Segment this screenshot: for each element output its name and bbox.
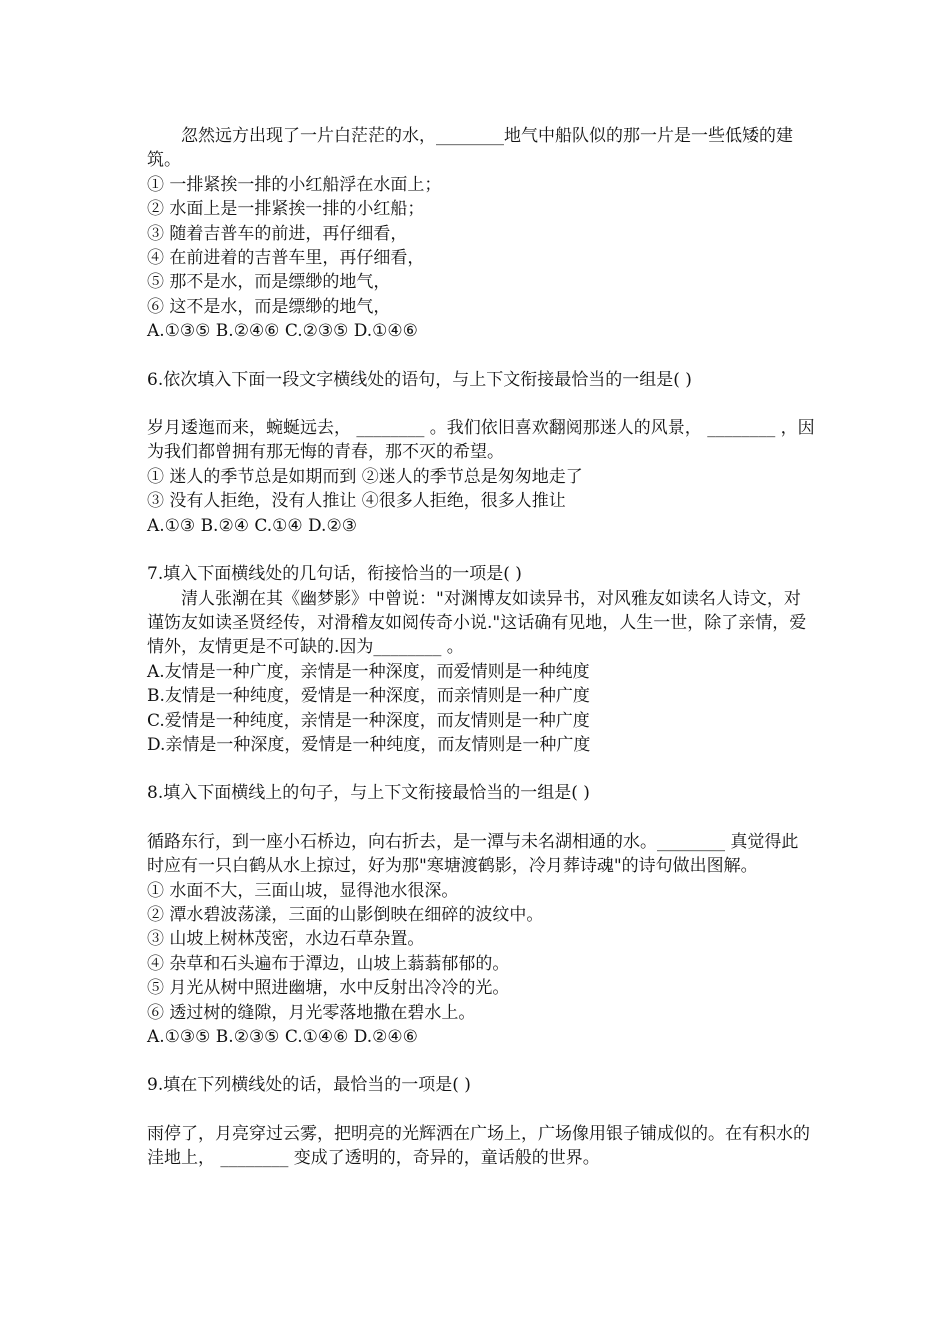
q6-item-row-2: ③ 没有人拒绝，没有人推让 ④很多人拒绝，很多人推让 bbox=[147, 491, 566, 512]
q8-item-3: ③ 山坡上树林茂密，水边石草杂置。 bbox=[147, 929, 425, 950]
q5-item-2: ② 水面上是一排紧挨一排的小红船； bbox=[147, 199, 425, 220]
q7-stem: 7.填入下面横线处的几句话，衔接恰当的一项是( ) bbox=[147, 564, 522, 585]
q5-item-1: ① 一排紧挨一排的小红船浮在水面上； bbox=[147, 174, 442, 195]
q8-options: A.①③⑤ B.②③⑤ C.①④⑥ D.②④⑥ bbox=[147, 1027, 418, 1047]
q5-item-6: ⑥ 这不是水，而是缥缈的地气， bbox=[147, 296, 391, 317]
q7-option-c: C.爱情是一种纯度，亲情是一种深度，而友情则是一种广度 bbox=[147, 710, 590, 731]
document-page bbox=[147, 124, 815, 1171]
q8-item-2: ② 潭水碧波荡漾，三面的山影倒映在细碎的波纹中。 bbox=[147, 904, 544, 925]
q8-item-6: ⑥ 透过树的缝隙，月光零落地撒在碧水上。 bbox=[147, 1002, 476, 1023]
spacer bbox=[147, 806, 815, 830]
q7-passage: 清人张潮在其《幽梦影》中曾说："对渊博友如读异书，对风雅友如读名人诗文，对谨饬友如读圣贤经传，对滑稽友如阅传奇小说."这话确有见地，人生一世，除了亲情，爱情外，友情更是不可缺的.因为________ 。 bbox=[147, 588, 807, 658]
q8-item-4: ④ 杂草和石头遍布于潭边，山坡上蓊蓊郁郁的。 bbox=[147, 953, 510, 974]
q5-item-5: ⑤ 那不是水，而是缥缈的地气， bbox=[147, 272, 391, 293]
q5-item-3: ③ 随着吉普车的前进，再仔细看， bbox=[147, 223, 408, 244]
q7-option-d: D.亲情是一种深度，爱情是一种纯度，而友情则是一种广度 bbox=[147, 734, 591, 755]
spacer bbox=[147, 1098, 815, 1122]
q6-stem: 6.依次填入下面一段文字横线处的语句，与上下文衔接最恰当的一组是( ) bbox=[147, 369, 692, 390]
spacer bbox=[147, 392, 815, 416]
q8-item-1: ① 水面不大，三面山坡，显得池水很深。 bbox=[147, 880, 459, 901]
q5-options: A.①③⑤ B.②④⑥ C.②③⑤ D.①④⑥ bbox=[147, 321, 418, 342]
q8-stem: 8.填入下面横线上的句子，与上下文衔接最恰当的一组是( ) bbox=[147, 783, 590, 804]
q6-options: A.①③ B.②④ C.①④ D.②③ bbox=[147, 515, 357, 536]
q8-item-5: ⑤ 月光从树中照进幽塘，水中反射出冷冷的光。 bbox=[147, 978, 510, 999]
spacer bbox=[147, 757, 815, 781]
spacer bbox=[147, 1049, 815, 1073]
spacer bbox=[147, 538, 815, 562]
spacer bbox=[147, 344, 815, 368]
q9-passage: 雨停了，月亮穿过云雾，把明亮的光辉洒在广场上，广场像用银子铺成似的。在有积水的洼地上， ________ 变成了透明的，奇异的，童话般的世界。 bbox=[147, 1123, 810, 1169]
q9-stem: 9.填在下列横线处的话，最恰当的一项是( ) bbox=[147, 1075, 471, 1096]
q7-option-a: A.友情是一种广度，亲情是一种深度，而爱情则是一种纯度 bbox=[147, 661, 590, 682]
q6-item-row-1: ① 迷人的季节总是如期而到 ②迷人的季节总是匆匆地走了 bbox=[147, 466, 583, 487]
q6-passage: 岁月逶迤而来，蜿蜒远去， ________ 。我们依旧喜欢翻阅那迷人的风景， ________ ，因为我们都曾拥有那无悔的青春，那不灭的希望。 bbox=[147, 418, 815, 463]
q5-passage: 忽然远方出现了一片白茫茫的水，________地气中船队似的那一片是一些低矮的建筑。 bbox=[147, 126, 793, 171]
q8-passage: 循路东行，到一座小石桥边，向右折去，是一潭与未名湖相通的水。________ 真觉得此时应有一只白鹤从水上掠过，好为那"寒塘渡鹤影，冷月葬诗魂"的诗句做出图解。 bbox=[147, 831, 799, 877]
q5-item-4: ④ 在前进着的吉普车里，再仔细看， bbox=[147, 248, 425, 269]
q7-option-b: B.友情是一种纯度，爱情是一种深度，而亲情则是一种广度 bbox=[147, 686, 590, 707]
